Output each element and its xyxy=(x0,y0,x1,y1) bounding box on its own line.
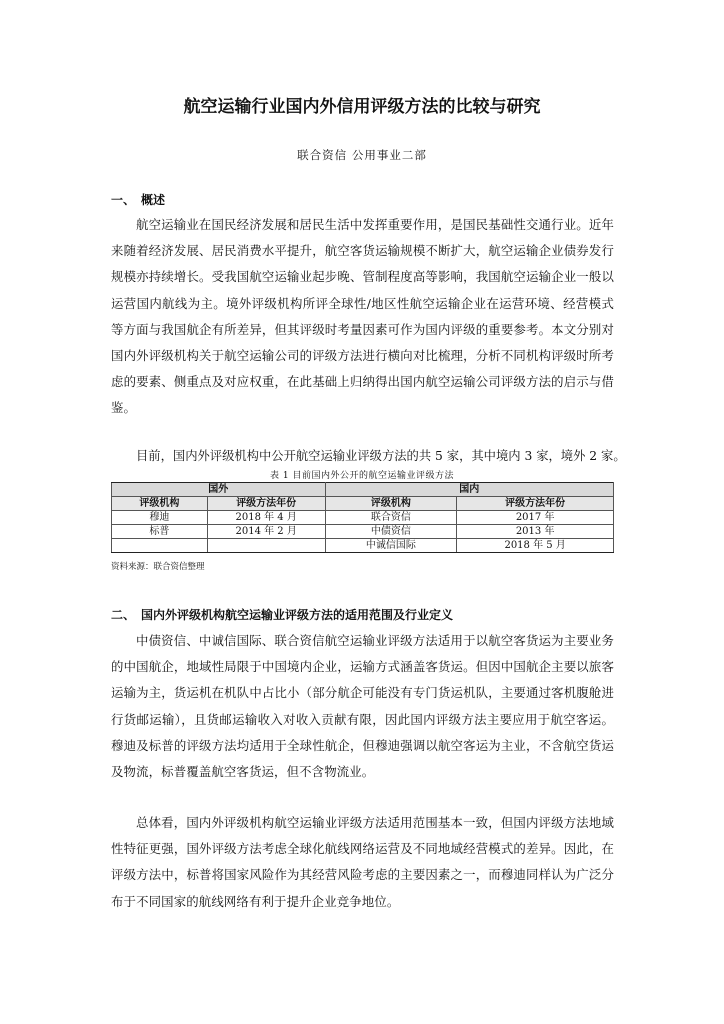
foreign-agency-cell: 标普 xyxy=(112,525,208,539)
group-header-domestic: 国内 xyxy=(325,483,613,497)
page-title: 航空运输行业国内外信用评级方法的比较与研究 xyxy=(183,97,541,117)
foreign-year-cell xyxy=(207,539,325,553)
section-2-heading xyxy=(111,606,453,623)
column-header-year: 评级方法年份 xyxy=(207,497,325,511)
domestic-year-cell: 2017 年 xyxy=(457,511,614,525)
column-header-agency: 评级机构 xyxy=(325,497,457,511)
rating-methods-table xyxy=(111,482,614,553)
domestic-year-cell: 2018 年 5 月 xyxy=(457,539,614,553)
section-2-title: 国内外评级机构航空运输业评级方法的适用范围及行业定义 xyxy=(141,608,454,622)
foreign-agency-cell xyxy=(112,539,208,553)
domestic-agency-cell: 中债资信 xyxy=(325,525,457,539)
table-source-note: 资料来源：联合资信整理 xyxy=(111,562,205,572)
table-row xyxy=(112,511,614,525)
column-header-year: 评级方法年份 xyxy=(457,497,614,511)
table-row xyxy=(112,539,614,553)
table-row xyxy=(112,525,614,539)
section-2-paragraph-1: 中债资信、中诚信国际、联合资信航空运输业评级方法适用于以航空客货运为主要业务的中国航企，地域性局限于中国境内企业，运输方式涵盖客货运。但因中国航企主要以旅客运输为主，货运机在机队中占比小（部分航企可能没有专门货运机队，主要通过客机腹舱进行货邮运输），且货邮运输收入对收入贡献有限，因此国内评级方法主要应用于航空客运。穆迪及标普的评级方法均适用于全球性航企，但穆迪强调以航空客运为主业，不含航空货运及物流，标普覆盖航空客货运，但不含物流业。 xyxy=(111,633,614,780)
section-1-title: 概述 xyxy=(141,193,166,207)
section-2-number: 二、 xyxy=(111,608,136,622)
domestic-agency-cell: 中诚信国际 xyxy=(325,539,457,553)
table-caption: 表 1 目前国内外公开的航空运输业评级方法 xyxy=(270,471,454,481)
column-header-agency: 评级机构 xyxy=(112,497,208,511)
section-1-number: 一、 xyxy=(111,193,136,207)
group-header-foreign: 国外 xyxy=(112,483,326,497)
foreign-year-cell: 2018 年 4 月 xyxy=(207,511,325,525)
section-1-paragraph-2: 目前，国内外评级机构中公开航空运输业评级方法的共 5 家，其中境内 3 家，境外 2 家。 xyxy=(136,449,626,463)
domestic-year-cell: 2013 年 xyxy=(457,525,614,539)
section-1-heading xyxy=(111,191,165,208)
author-line: 联合资信 公用事业二部 xyxy=(297,148,427,162)
section-1-paragraph-1: 航空运输业在国民经济发展和居民生活中发挥重要作用，是国民基础性交通行业。近年来随着经济发展、居民消费水平提升，航空客货运输规模不断扩大，航空运输企业债券发行规模亦持续增长。受我国航空运输业起步晚、管制程度高等影响，我国航空运输企业一般以运营国内航线为主。境外评级机构所评全球性/地区性航空运输企业在运营环境、经营模式等方面与我国航企有所差异，但其评级时考量因素可作为国内评级的重要参考。本文分别对国内外评级机构关于航空运输公司的评级方法进行横向对比梳理，分析不同机构评级时所考虑的要素、侧重点及对应权重，在此基础上归纳得出国内航空运输公司评级方法的启示与借鉴。 xyxy=(111,217,614,416)
section-2-paragraph-2: 总体看，国内外评级机构航空运输业评级方法适用范围基本一致，但国内评级方法地域性特征更强，国外评级方法考虑全球化航线网络运营及不同地域经营模式的差异。因此，在评级方法中，标普将国家风险作为其经营风险考虑的主要因素之一，而穆迪同样认为广泛分布于不同国家的航线网络有利于提升企业竞争地位。 xyxy=(111,815,614,909)
foreign-agency-cell: 穆迪 xyxy=(112,511,208,525)
domestic-agency-cell: 联合资信 xyxy=(325,511,457,525)
foreign-year-cell: 2014 年 2 月 xyxy=(207,525,325,539)
